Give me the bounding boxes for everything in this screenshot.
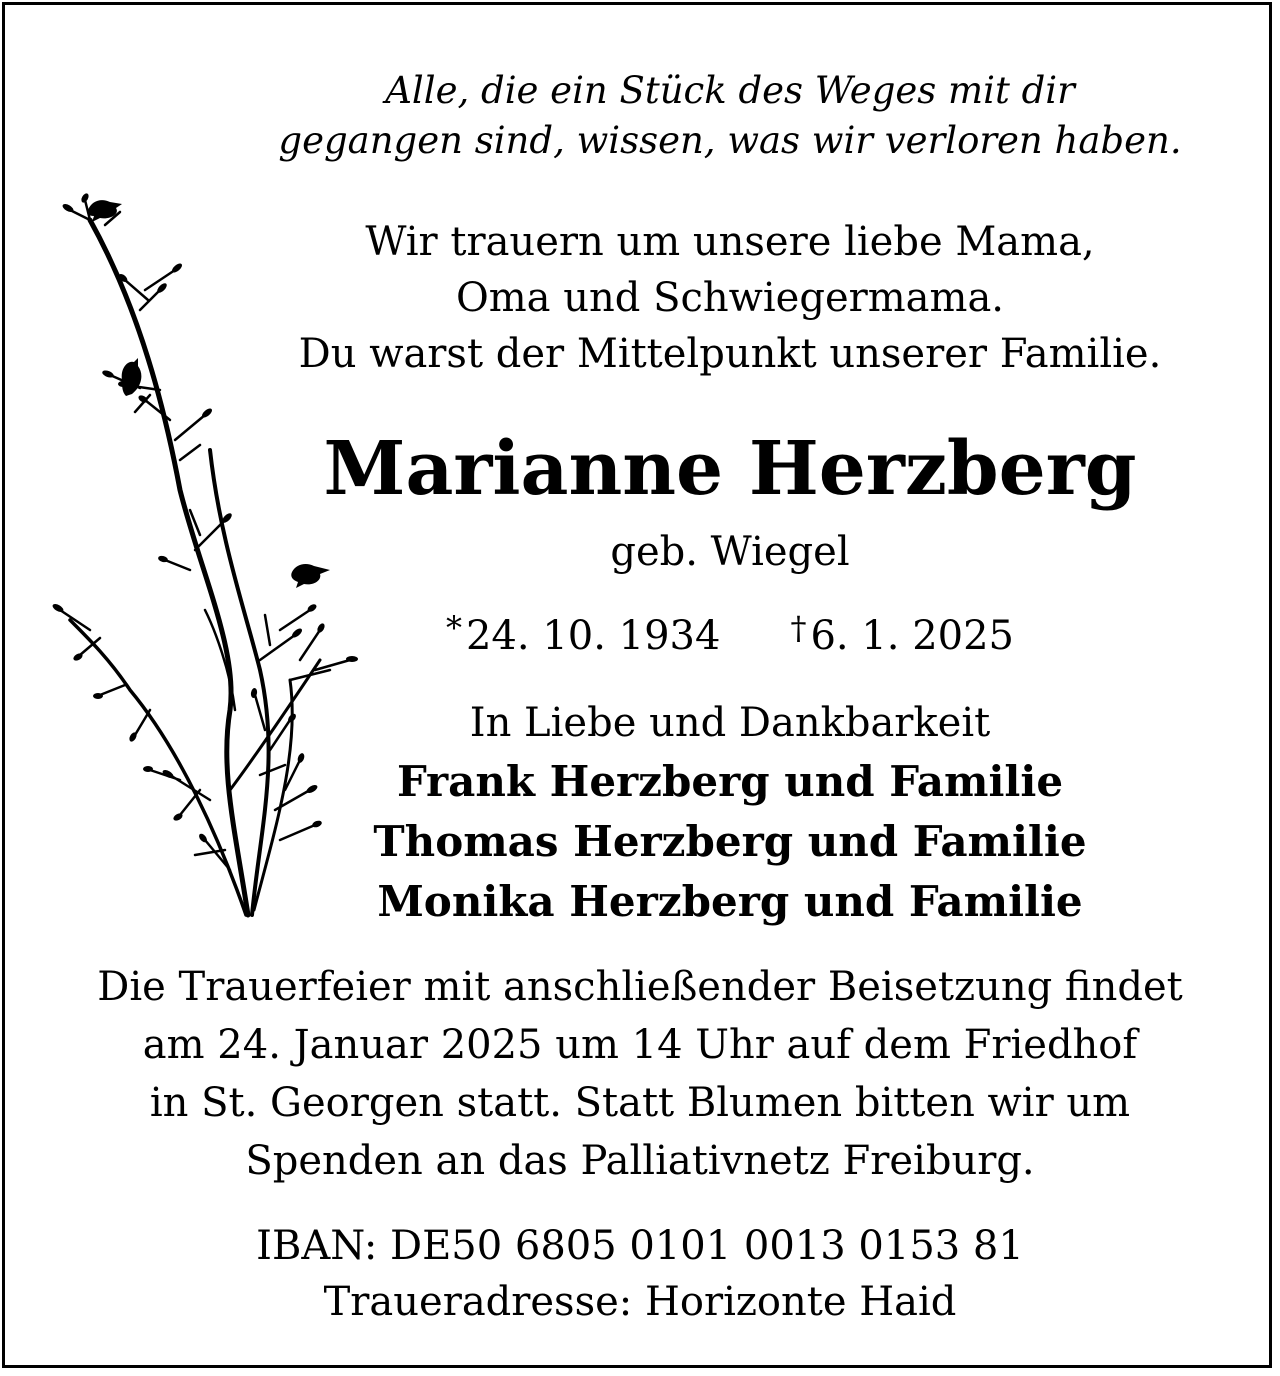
mourning-text [240, 214, 1220, 382]
ceremony-info [20, 958, 1260, 1190]
quote [230, 66, 1230, 166]
family-list [280, 752, 1180, 932]
ceremony-line: Die Trauerfeier mit anschließender Beisetzung findet [97, 964, 1183, 1010]
life-dates [330, 600, 1130, 664]
quote-line: gegangen sind, wissen, was wir verloren haben. [278, 119, 1182, 162]
death-date: 6. 1. 2025 [810, 613, 1014, 659]
family-member: Monika Herzberg und Familie [377, 877, 1083, 926]
family-member: Thomas Herzberg und Familie [373, 817, 1087, 866]
quote-line: Alle, die ein Stück des Weges mit dir [385, 69, 1075, 112]
address-line: Traueradresse: Horizonte Haid [323, 1279, 957, 1325]
birth-name: geb. Wiegel [610, 529, 850, 575]
mourning-line: Du warst der Mittelpunkt unserer Familie. [298, 331, 1162, 377]
mourning-line: Oma und Schwiegermama. [455, 275, 1005, 321]
family-member: Frank Herzberg und Familie [396, 757, 1064, 806]
birth-date: 24. 10. 1934 [465, 613, 721, 659]
branch-with-birds-illustration [30, 190, 360, 930]
thanks-line: In Liebe und Dankbarkeit [469, 700, 991, 746]
mourning-line: Wir trauern um unsere liebe Mama, [365, 219, 1095, 265]
birth-symbol: * [445, 609, 462, 647]
death-symbol: † [790, 609, 807, 647]
ceremony-line: am 24. Januar 2025 um 14 Uhr auf dem Friedhof [142, 1022, 1138, 1068]
bank-info [140, 1218, 1140, 1330]
deceased-name: Marianne Herzberg [323, 426, 1137, 512]
iban-line: IBAN: DE50 6805 0101 0013 0153 81 [256, 1223, 1024, 1269]
ceremony-line: Spenden an das Palliativnetz Freiburg. [245, 1138, 1035, 1184]
ceremony-line: in St. Georgen statt. Statt Blumen bitten wir um [149, 1080, 1131, 1126]
